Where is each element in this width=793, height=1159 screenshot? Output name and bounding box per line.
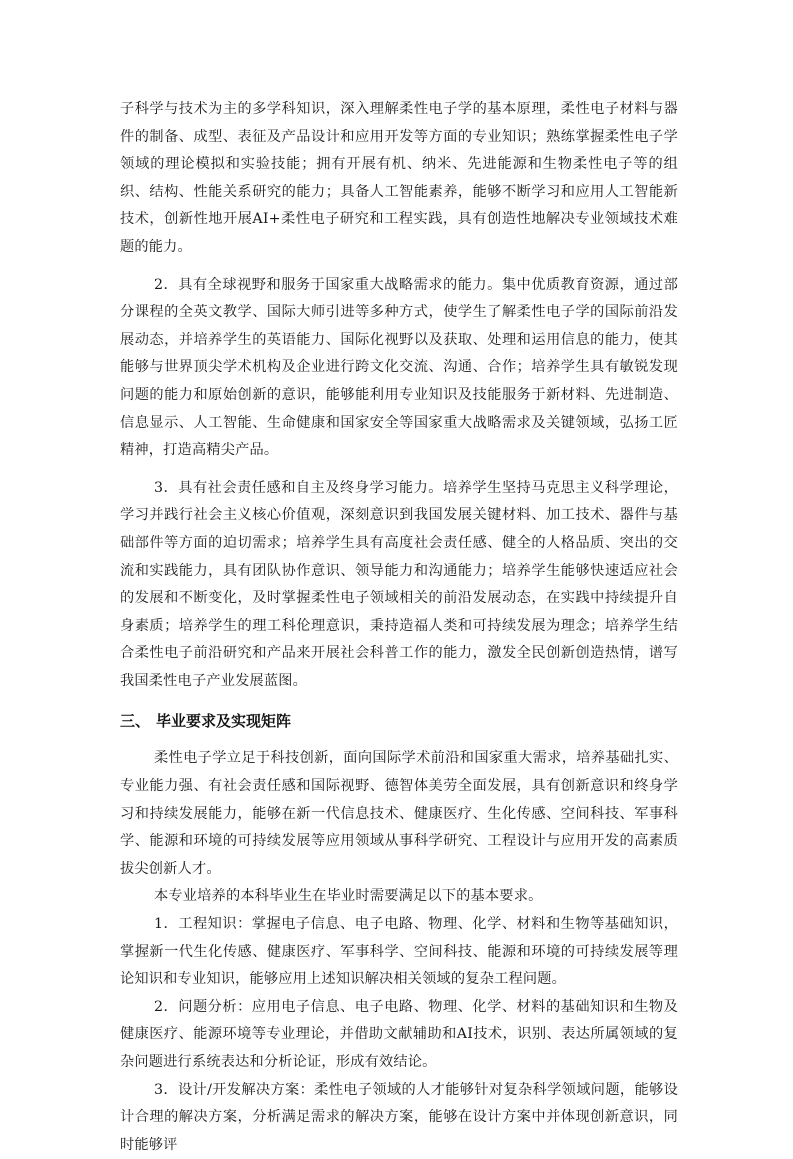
paragraph-requirements-intro: 本专业培养的本科毕业生在毕业时需要满足以下的基本要求。 <box>154 888 543 905</box>
section-title: 毕业要求及实现矩阵 <box>156 712 292 731</box>
section-heading <box>120 707 678 735</box>
section-number: 三、 <box>120 712 151 731</box>
paragraph-requirement-3: 3．设计/开发解决方案：柔性电子领域的人才能够针对复杂科学领域问题，能够设计合理的解决方案，分析满足需求的解决方案，能够在设计方案中并体现创新意识，同时能够评 <box>120 1081 678 1153</box>
paragraph-continued-goal-1: 子科学与技术为主的多学科知识，深入理解柔性电子学的基本原理，柔性电子材料与器件的制备、成型、表征及产品设计和应用开发等方面的专业知识；熟练掌握柔性电子学领域的理论模拟和实验技能；拥有开展有机、纳米、先进能源和生物柔性电子等的组织、结构、性能关系研究的能力；具备人工智能素养，能够不断学习和应用人工智能新技术，创新性地开展AI+柔性电子研究和工程实践，具有创造性地解决专业领域技术难题的能力。 <box>120 101 678 255</box>
paragraph-requirement-2: 2．问题分析：应用电子信息、电子电路、物理、化学、材料的基础知识和生物及健康医疗、能源环境等专业理论，并借助文献辅助和AI技术，识别、表达所属领域的复杂问题进行系统表达和分析论证，形成有效结论。 <box>120 998 678 1070</box>
paragraph-requirement-1: 1．工程知识：掌握电子信息、电子电路、物理、化学、材料和生物等基础知识，掌握新一代生化传感、健康医疗、军事科学、空间科技、能源和环境的可持续发展等理论知识和专业知识，能够应用上述知识解决相关领域的复杂工程问题。 <box>120 916 678 988</box>
paragraph-goal-2: 2．具有全球视野和服务于国家重大战略需求的能力。集中优质教育资源，通过部分课程的全英文教学、国际大师引进等多种方式，使学生了解柔性电子学的国际前沿发展动态，并培养学生的英语能力、国际化视野以及获取、处理和运用信息的能力，使其能够与世界顶尖学术机构及企业进行跨文化交流、沟通、合作；培养学生具有敏锐发现问题的能力和原始创新的意识，能够能利用专业知识及技能服务于新材料、先进制造、信息显示、人工智能、生命健康和国家安全等国家重大战略需求及关键领域，弘扬工匠精神，打造高精尖产品。 <box>120 276 678 459</box>
paragraph-goal-3: 3．具有社会责任感和自主及终身学习能力。培养学生坚持马克思主义科学理论，学习并践行社会主义核心价值观，深刻意识到我国发展关键材料、加工技术、器件与基础部件等方面的迫切需求；培养学生具有高度社会责任感、健全的人格品质、突出的交流和实践能力，具有团队协作意识、领导能力和沟通能力；培养学生能够快速适应社会的发展和不断变化，及时掌握柔性电子领域相关的前沿发展动态，在实践中持续提升自身素质；培养学生的理工科伦理意识，秉持造福人类和可持续发展为理念；培养学生结合柔性电子前沿研究和产品来开展社会科普工作的能力，激发全民创新创造热情，谱写我国柔性电子产业发展蓝图。 <box>120 479 678 689</box>
document-page <box>120 96 678 1159</box>
paragraph-overview: 柔性电子学立足于科技创新，面向国际学术前沿和国家重大需求，培养基础扎实、专业能力强、有社会责任感和国际视野、德智体美劳全面发展，具有创新意识和终身学习和持续发展能力，能够在新一代信息技术、健康医疗、生化传感、空间科技、军事科学、能源和环境的可持续发展等应用领域从事科学研究、工程设计与应用开发的高素质拔尖创新人才。 <box>120 750 678 877</box>
